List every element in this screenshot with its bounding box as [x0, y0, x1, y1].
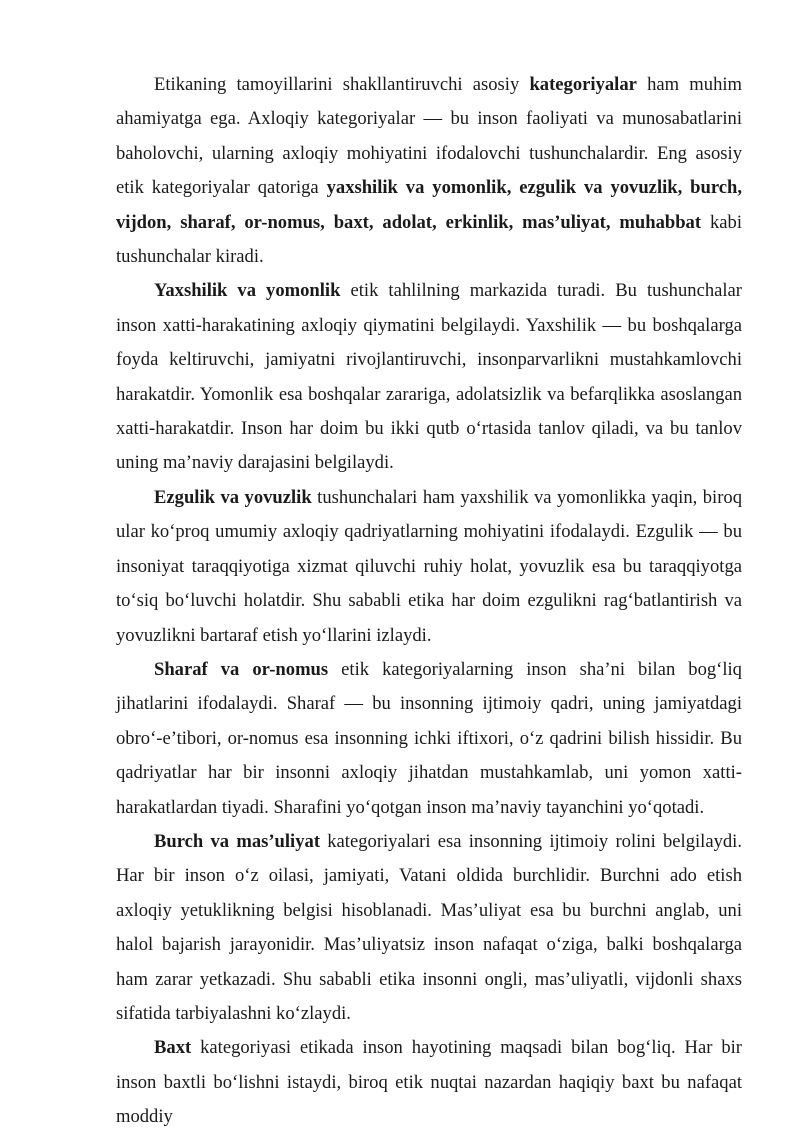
- paragraph-happiness: [116, 1031, 742, 1134]
- paragraph-virtue-vice: [116, 481, 742, 653]
- paragraph-honor-dignity: [116, 653, 742, 825]
- text-segment: etik kategoriyalarning inson sha’ni bilan bog‘liq jihatlarini ifodalaydi. Sharaf — bu insonning ijtimoiy qadri, uning jamiyatdagi obro‘-e’tibori, or-nomus esa insonning ichki iftixori, o‘z qadrini bilish hissidir. Bu qadriyatlar har bir insonni axloqiy jihatdan mustahkamlab, uni yomon xatti-harakatlardan tiyadi. Sharafini yo‘qotgan inson ma’naviy tayanchini yo‘qotadi.: [116, 658, 742, 818]
- bold-term: Ezgulik va yovuzlik: [154, 486, 312, 508]
- text-segment: kategoriyasi etikada inson hayotining maqsadi bilan bog‘liq. Har bir inson baxtli bo‘lishni istaydi, biroq etik nuqtai nazardan haqiqiy baxt bu nafaqat moddiy: [116, 1037, 742, 1128]
- text-segment: kategoriyalari esa insonning ijtimoiy rolini belgilaydi. Har bir inson o‘z oilasi, jamiyati, Vatani oldida burchlidir. Burchni ado etish axloqiy yetuklikning belgisi hisoblanadi. Mas’uliyat esa bu burchni anglab, uni halol bajarish jarayonidir. Mas’uliyatsiz inson nafaqat o‘ziga, balki boshqalarga ham zarar yetkazadi. Shu sababli etika insonni ongli, mas’uliyatli, vijdonli shaxs sifatida tarbiyalashni ko‘zlaydi.: [116, 830, 742, 1024]
- bold-term: Sharaf va or-nomus: [154, 658, 329, 680]
- document-page: [116, 68, 742, 1135]
- text-segment: kabi tushunchalar kiradi.: [116, 211, 742, 268]
- bold-term: Baxt: [154, 1037, 192, 1059]
- bold-term: Burch va mas’uliyat: [154, 830, 321, 852]
- paragraph-good-evil: [116, 274, 742, 480]
- bold-term: Yaxshilik va yomonlik: [154, 280, 341, 302]
- bold-term: kategoriyalar: [529, 74, 637, 95]
- text-segment: Etikaning tamoyillarini shakllantiruvchi asosiy: [154, 74, 530, 95]
- bold-term-list: yaxshilik va yomonlik, ezgulik va yovuzlik, burch, vijdon, sharaf, or-nomus, baxt, adolat, erkinlik, mas’uliyat, muhabbat: [116, 177, 743, 233]
- text-segment: etik tahlilning markazida turadi. Bu tushunchalar inson xatti-harakatining axloqiy qiymatini belgilaydi. Yaxshilik — bu boshqalarga foyda keltiruvchi, jamiyatni rivojlantiruvchi, insonparvarlikni mustahkamlovchi harakatdir. Yomonlik esa boshqalar zarariga, adolatsizlik va befarqlikka asoslangan xatti-harakatdir. Inson har doim bu ikki qutb o‘rtasida tanlov qiladi, va bu tanlov uning ma’naviy darajasini belgilaydi.: [116, 280, 742, 474]
- paragraph-categories-intro: [116, 68, 742, 274]
- text-segment: ham muhim ahamiyatga ega. Axloqiy kategoriyalar — bu inson faoliyati va munosabatlarini baholovchi, ularning axloqiy mohiyatini ifodalovchi tushunchalardir. Eng asosiy etik kategoriyalar qatoriga: [116, 74, 742, 199]
- paragraph-duty-responsibility: [116, 825, 742, 1031]
- text-segment: tushunchalari ham yaxshilik va yomonlikka yaqin, biroq ular ko‘proq umumiy axloqiy qadriyatlarning mohiyatini ifodalaydi. Ezgulik — bu insoniyat taraqqiyotiga xizmat qiluvchi ruhiy holat, yovuzlik esa bu taraqqiyotga to‘siq bo‘luvchi holatdir. Shu sababli etika har doim ezgulikni rag‘batlantirish va yovuzlikni bartaraf etish yo‘llarini izlaydi.: [116, 486, 742, 646]
